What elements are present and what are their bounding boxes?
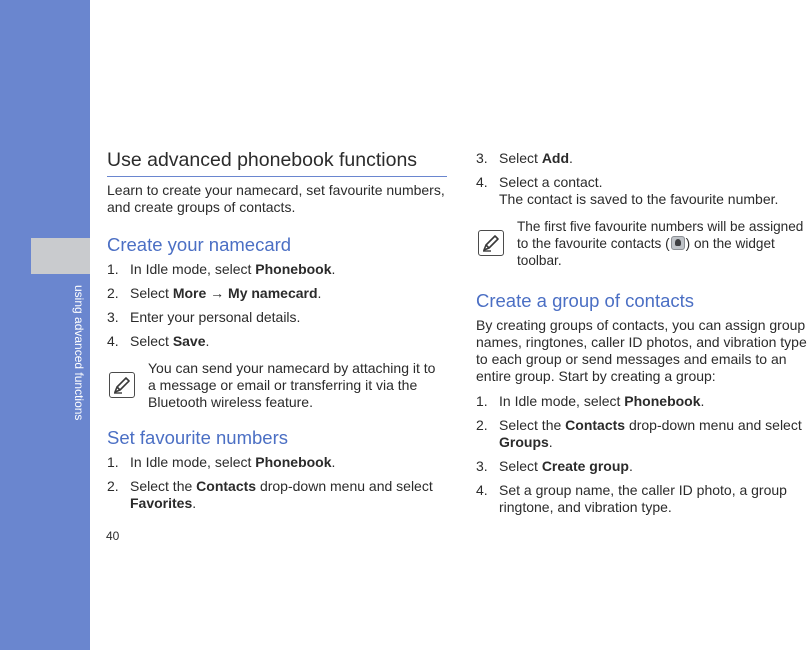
group-intro: By creating groups of contacts, you can assign group names, ringtones, caller ID photos, and vibration type to each group or send messages and emails to an entire group. Start by creating a group: bbox=[476, 317, 807, 384]
section-label: using advanced functions bbox=[72, 285, 86, 421]
step-text: Select the bbox=[130, 478, 197, 494]
heading-create-group: Create a group of contacts bbox=[476, 290, 695, 311]
step-bold: Contacts bbox=[565, 417, 626, 433]
list-item bbox=[476, 458, 811, 475]
step-number: 3. bbox=[107, 309, 119, 325]
step-text: . bbox=[317, 285, 322, 301]
step-number: 1. bbox=[107, 454, 119, 470]
step-text: . bbox=[700, 393, 705, 409]
step-text: . bbox=[628, 458, 633, 474]
step-text: Set a group name, the caller ID photo, a group ringtone, and vibration type. bbox=[499, 482, 787, 515]
step-bold: Phonebook bbox=[255, 454, 332, 470]
list-item bbox=[476, 393, 811, 410]
favourite-steps bbox=[107, 454, 447, 512]
heading-set-favourites: Set favourite numbers bbox=[107, 427, 288, 448]
step-text: Select bbox=[130, 333, 173, 349]
step-text: Select a contact. bbox=[499, 174, 603, 190]
note-text: ) on the widget toolbar. bbox=[517, 236, 775, 268]
step-bold: Save bbox=[172, 333, 206, 349]
step-text: In Idle mode, select bbox=[499, 393, 625, 409]
step-text: . bbox=[205, 333, 210, 349]
step-bold: Favorites bbox=[130, 495, 193, 511]
step-number: 1. bbox=[107, 261, 119, 277]
step-text: . bbox=[548, 434, 553, 450]
list-item bbox=[107, 478, 447, 512]
step-text: . bbox=[331, 454, 336, 470]
step-text: Select bbox=[499, 458, 542, 474]
step-bold: Add bbox=[541, 150, 570, 166]
step-number: 3. bbox=[476, 150, 488, 166]
step-text: In Idle mode, select bbox=[130, 261, 256, 277]
step-number: 2. bbox=[476, 417, 488, 433]
step-bold: Phonebook bbox=[255, 261, 332, 277]
step-bold: Groups bbox=[499, 434, 549, 450]
list-item bbox=[107, 285, 447, 302]
step-text: Enter your personal details. bbox=[130, 309, 301, 325]
step-number: 3. bbox=[476, 458, 488, 474]
step-text: In Idle mode, select bbox=[130, 454, 256, 470]
step-number: 2. bbox=[107, 285, 119, 301]
left-column bbox=[107, 148, 447, 512]
pencil-note-icon bbox=[478, 230, 504, 256]
list-item bbox=[476, 482, 811, 516]
step-text: Select the bbox=[499, 417, 566, 433]
step-text: drop-down menu and select bbox=[256, 478, 433, 494]
heading-create-namecard: Create your namecard bbox=[107, 234, 292, 255]
step-text: drop-down menu and select bbox=[625, 417, 802, 433]
step-bold: Contacts bbox=[196, 478, 257, 494]
namecard-steps bbox=[107, 261, 447, 350]
intro-text: Learn to create your namecard, set favourite numbers, and create groups of contacts. bbox=[107, 182, 445, 215]
favourites-widget-icon bbox=[671, 236, 685, 250]
note-namecard bbox=[107, 360, 447, 411]
step-number: 4. bbox=[476, 174, 488, 190]
sidebar-tab bbox=[31, 238, 90, 274]
step-text: . bbox=[331, 261, 336, 277]
step-text: . bbox=[192, 495, 197, 511]
note-favourites bbox=[476, 218, 811, 269]
list-item bbox=[476, 417, 811, 451]
note-text: You can send your namecard by attaching it to a message or email or transferring it via the Bluetooth wireless feature. bbox=[148, 360, 436, 410]
list-item bbox=[107, 261, 447, 278]
group-steps bbox=[476, 393, 811, 516]
step-number: 1. bbox=[476, 393, 488, 409]
step-number: 4. bbox=[107, 333, 119, 349]
list-item bbox=[107, 333, 447, 350]
list-item bbox=[476, 150, 811, 167]
step-number: 4. bbox=[476, 482, 488, 498]
pencil-note-icon bbox=[109, 372, 135, 398]
favourite-steps-cont bbox=[476, 150, 811, 208]
note-text: The first five favourite numbers will be assigned to the favourite contacts ( bbox=[517, 219, 804, 251]
step-number: 2. bbox=[107, 478, 119, 494]
step-text: Select bbox=[499, 150, 542, 166]
step-result: The contact is saved to the favourite number. bbox=[499, 191, 779, 207]
step-text: . bbox=[569, 150, 573, 166]
step-bold: Phonebook bbox=[624, 393, 701, 409]
page-number: 40 bbox=[106, 529, 120, 543]
step-bold: More → My namecard bbox=[172, 285, 318, 301]
step-bold: Create group bbox=[541, 458, 629, 474]
list-item bbox=[476, 174, 811, 208]
step-text: Select bbox=[130, 285, 173, 301]
right-column bbox=[476, 148, 811, 516]
page-title: Use advanced phonebook functions bbox=[107, 148, 447, 177]
list-item bbox=[107, 454, 447, 471]
list-item bbox=[107, 309, 447, 326]
